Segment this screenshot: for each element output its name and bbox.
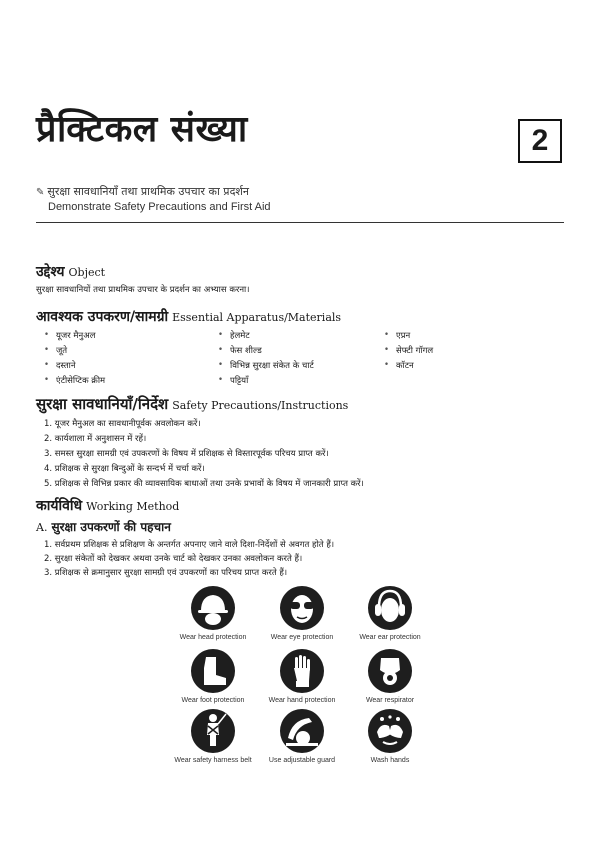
subtitle-hindi [36,184,249,199]
apparatus-heading-en: Essential Apparatus/Materials [172,311,342,324]
sign-safety-harness [163,708,263,764]
list-item: 1. यूजर मैनुअल का सावधानीपूर्वक अवलोकन करें। [44,419,201,429]
list-item: • फेस शील्ड [230,345,262,356]
section-a-heading [36,518,171,535]
pen-icon: ✎ [36,187,45,198]
object-text: सुरक्षा सावधानियों तथा प्राथमिक उपचार के प्रदर्शन का अभ्यास करना। [36,285,250,295]
subtitle-hindi-text: सुरक्षा सावधानियाँ तथा प्राथमिक उपचार का प्रदर्शन [47,185,249,198]
list-item: 4. प्रशिक्षक से सुरक्षा बिन्दुओं के सन्दर्भ में चर्चा करें। [44,464,205,474]
list-item: 2. कार्यशाला में अनुशासन में रहें। [44,434,147,444]
list-item: 5. प्रशिक्षक से विभिन्न प्रकार की व्यावसायिक बाधाओं तथा उनके प्रभावों के विषय में जानकारी प्राप्त करें। [44,479,364,489]
list-item: • एंटीसेप्टिक क्रीम [56,375,105,386]
apparatus-heading [36,307,341,326]
list-item: 2. सुरक्षा संकेतों को देखकर अथवा उनके चार्ट को देखकर उनका अवलोकन करते हैं। [44,554,303,564]
object-heading-en: Object [68,266,106,279]
page-title: प्रैक्टिकल संख्या [36,109,248,150]
safety-heading-hi: सुरक्षा सावधानियाँ/निर्देश [36,395,169,413]
working-heading-en: Working Method [86,500,180,513]
list-item: • एप्रन [396,330,410,341]
respirator-icon [367,648,413,694]
object-heading [36,262,105,281]
working-heading-hi: कार्यविधि [36,498,83,514]
sign-caption: Wash hands [370,757,410,764]
sign-foot-protection [163,648,263,704]
section-a-title: सुरक्षा उपकरणों की पहचान [51,520,171,534]
list-item: • पट्टियाँ [230,375,248,386]
sign-caption: Wear ear protection [359,634,421,641]
sign-respirator [340,648,440,704]
header-divider [36,222,564,223]
sign-eye-protection [252,585,352,641]
list-item: • दस्ताने [56,360,76,371]
sign-ear-protection [340,585,440,641]
list-item: • विभिन्न सुरक्षा संकेत के चार्ट [230,360,314,371]
list-item: 3. समस्त सुरक्षा सामग्री एवं उपकरणों के विषय में प्रशिक्षक से विस्तारपूर्वक परिचय प्राप्त करें। [44,449,329,459]
sign-caption: Wear safety harness belt [174,757,252,764]
glove-icon [279,648,325,694]
sign-caption: Wear hand protection [268,697,336,704]
goggles-icon [279,585,325,631]
list-item: • हेलमेट [230,330,250,341]
working-method-heading [36,496,179,515]
list-item: 1. सर्वप्रथम प्रशिक्षक से प्रशिक्षण के अन्तर्गत अपनाए जाने वाले दिशा-निर्देशों से अवगत होते हैं। [44,540,335,550]
list-item: 3. प्रशिक्षक से क्रमानुसार सुरक्षा सामग्री एवं उपकरणों का परिचय प्राप्त करते हैं। [44,568,288,578]
wash-hands-icon [367,708,413,754]
boot-icon [190,648,236,694]
sign-caption: Wear respirator [365,697,415,704]
safety-heading [36,394,348,414]
list-item: • सेफ्टी गॉगल [396,345,433,356]
helmet-icon [190,585,236,631]
sign-wash-hands [340,708,440,764]
list-item: • यूजर मैनुअल [56,330,95,341]
sign-caption: Use adjustable guard [268,757,336,764]
sign-hand-protection [252,648,352,704]
sign-caption: Wear eye protection [270,634,334,641]
apparatus-heading-hi: आवश्यक उपकरण/सामग्री [36,309,169,325]
section-letter: A. [36,521,48,534]
subtitle-english: Demonstrate Safety Precautions and First Aid [48,201,271,213]
sign-caption: Wear foot protection [181,697,245,704]
list-item: • जूते [56,345,67,356]
harness-icon [190,708,236,754]
practical-number-box: 2 [518,119,562,163]
object-heading-hi: उद्देश्य [36,264,65,280]
sign-caption: Wear head protection [179,634,247,641]
sign-adjustable-guard [252,708,352,764]
sign-head-protection [163,585,263,641]
list-item: • कॉटन [396,360,414,371]
safety-heading-en: Safety Precautions/Instructions [172,399,349,412]
ear-muffs-icon [367,585,413,631]
guard-icon [279,708,325,754]
